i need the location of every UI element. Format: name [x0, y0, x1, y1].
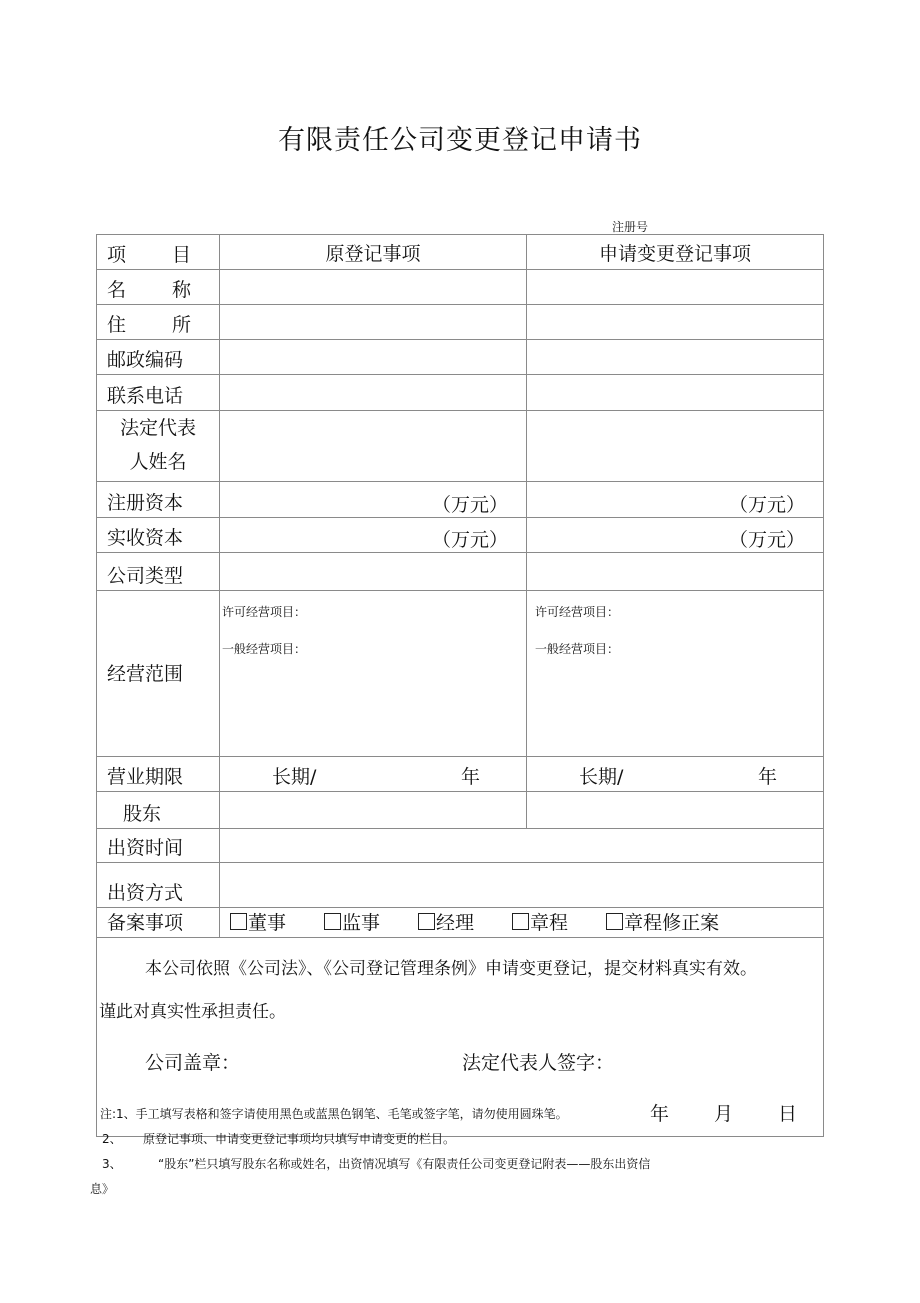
date-month: 月: [713, 1103, 733, 1125]
checkbox-box[interactable]: [418, 913, 435, 930]
field-address-original[interactable]: [220, 305, 527, 340]
checkbox-box[interactable]: [230, 913, 247, 930]
field-name-change[interactable]: [527, 270, 824, 305]
field-business-scope-change[interactable]: [527, 591, 824, 757]
header-original: 原登记事项: [220, 235, 527, 270]
checkbox-supervisors[interactable]: 监事: [324, 908, 380, 935]
label-business-term: 营业期限: [97, 757, 220, 792]
field-contribution-method[interactable]: [220, 863, 824, 908]
date-day: 日: [777, 1103, 797, 1125]
row-company-type: [97, 553, 824, 591]
field-paid-capital-change[interactable]: [527, 518, 824, 553]
row-name: [97, 270, 824, 305]
form-title: 有限责任公司变更登记申请书: [278, 125, 642, 156]
label-address: 住 所: [97, 305, 220, 340]
general-items-label: 一般经营项目：: [222, 642, 307, 656]
field-shareholder-original[interactable]: [220, 792, 527, 829]
note-2-number: 2、: [102, 1132, 122, 1146]
row-contribution-time: [97, 829, 824, 863]
declaration-line2: 谨此对真实性承担责任。: [99, 1002, 286, 1022]
field-legal-rep-original[interactable]: [220, 411, 527, 482]
general-items-label: 一般经营项目：: [535, 642, 620, 656]
row-shareholder: [97, 792, 824, 829]
field-business-term-change[interactable]: 长期/ 年: [527, 757, 824, 792]
legal-rep-signature-label: 法定代表人签字：: [462, 1052, 615, 1074]
checkbox-manager[interactable]: 经理: [418, 908, 474, 935]
label-filing-items: 备案事项: [97, 908, 220, 938]
label-contribution-time: 出资时间: [97, 829, 220, 863]
field-registered-capital-original[interactable]: [220, 482, 527, 518]
label-legal-rep: 法定代表 人姓名: [97, 411, 220, 482]
label-phone: 联系电话: [97, 375, 220, 411]
field-legal-rep-change[interactable]: [527, 411, 824, 482]
row-phone: [97, 375, 824, 411]
note-2-text: 原登记事项、申请变更登记事项均只填写申请变更的栏目。: [143, 1132, 456, 1146]
field-postcode-original[interactable]: [220, 340, 527, 375]
unit-label: （万元）: [728, 494, 805, 516]
change-registration-table: [96, 234, 824, 1137]
field-paid-capital-original[interactable]: [220, 518, 527, 553]
field-phone-change[interactable]: [527, 375, 824, 411]
field-business-term-original[interactable]: 长期/ 年: [220, 757, 527, 792]
declaration-line1: 本公司依照《公司法》、《公司登记管理条例》申请变更登记，提交材料真实有效。: [145, 959, 757, 979]
checkbox-box[interactable]: [324, 913, 341, 930]
label-paid-capital: 实收资本: [97, 518, 220, 553]
field-company-type-original[interactable]: [220, 553, 527, 591]
checkbox-articles-amendment[interactable]: 章程修正案: [606, 908, 719, 935]
field-postcode-change[interactable]: [527, 340, 824, 375]
filing-checkbox-group: [220, 908, 824, 938]
label-shareholder: 股东: [97, 792, 220, 829]
unit-label: （万元）: [431, 494, 508, 516]
row-postcode: [97, 340, 824, 375]
note-3-text: “股东”栏只填写股东名称或姓名，出资情况填写《有限责任公司变更登记附表——股东出资信: [158, 1157, 651, 1171]
header-change: 申请变更登记事项: [527, 235, 824, 270]
field-phone-original[interactable]: [220, 375, 527, 411]
header-item: 项 目: [97, 235, 220, 270]
row-contribution-method: [97, 863, 824, 908]
note-1: 注:1、手工填写表格和签字请使用黑色或蓝黑色钢笔、毛笔或签字笔，请勿使用圆珠笔。: [100, 1107, 568, 1121]
note-3-number: 3、: [102, 1157, 122, 1171]
field-address-change[interactable]: [527, 305, 824, 340]
licensed-items-label: 许可经营项目：: [535, 605, 620, 619]
label-postcode: 邮政编码: [97, 340, 220, 375]
row-address: [97, 305, 824, 340]
unit-label: （万元）: [728, 529, 805, 551]
licensed-items-label: 许可经营项目：: [222, 605, 307, 619]
row-legal-rep: [97, 411, 824, 482]
row-business-scope: [97, 591, 824, 757]
date-year: 年: [649, 1103, 669, 1125]
company-seal-label: 公司盖章：: [145, 1052, 241, 1074]
field-company-type-change[interactable]: [527, 553, 824, 591]
checkbox-directors[interactable]: 董事: [230, 908, 286, 935]
registration-number-label: 注册号: [612, 220, 649, 234]
checkbox-articles[interactable]: 章程: [512, 908, 568, 935]
label-business-scope: 经营范围: [97, 591, 220, 757]
note-3-continuation: 息》: [90, 1182, 115, 1196]
field-shareholder-change[interactable]: [527, 792, 824, 829]
field-registered-capital-change[interactable]: [527, 482, 824, 518]
header-row: [97, 235, 824, 270]
row-paid-capital: [97, 518, 824, 553]
checkbox-box[interactable]: [606, 913, 623, 930]
row-business-term: [97, 757, 824, 792]
label-contribution-method: 出资方式: [97, 863, 220, 908]
row-filing-items: [97, 908, 824, 938]
field-contribution-time[interactable]: [220, 829, 824, 863]
label-name: 名 称: [97, 270, 220, 305]
label-registered-capital: 注册资本: [97, 482, 220, 518]
label-company-type: 公司类型: [97, 553, 220, 591]
field-name-original[interactable]: [220, 270, 527, 305]
checkbox-box[interactable]: [512, 913, 529, 930]
field-business-scope-original[interactable]: [220, 591, 527, 757]
unit-label: （万元）: [431, 529, 508, 551]
row-registered-capital: [97, 482, 824, 518]
